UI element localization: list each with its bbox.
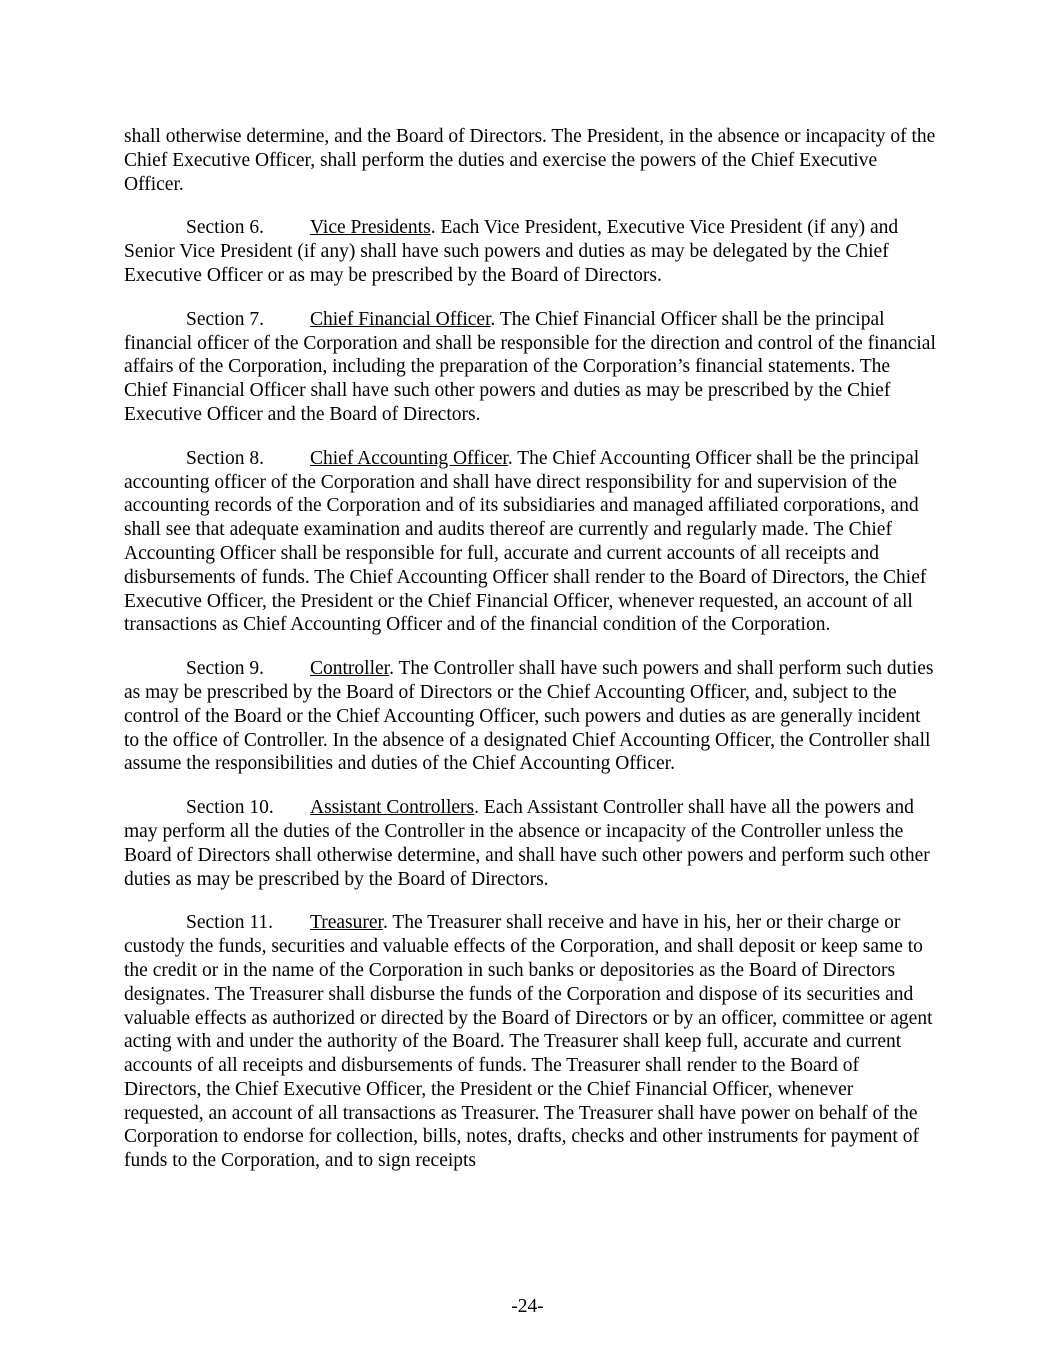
section-number: Section 7.: [186, 308, 264, 330]
section-number: Section 11.: [186, 912, 274, 934]
section-8-paragraph: [124, 447, 936, 637]
section-body: . The Chief Financial Officer shall be the principal financial officer of the Corporation and shall be responsible for the direction and control of the financial affairs of the Corporation, including the preparation of the Corporation’s financial statements. The Chief Financial Officer shall have such other powers and duties as may be prescribed by the Chief Executive Officer and the Board of Directors.: [124, 308, 936, 425]
section-6-paragraph: [124, 216, 936, 287]
section-7-paragraph: [124, 308, 936, 427]
section-heading: Controller: [310, 658, 390, 680]
section-10-paragraph: [124, 796, 936, 891]
section-heading: Treasurer: [310, 912, 383, 934]
section-body: . The Controller shall have such powers and shall perform such duties as may be prescribed by the Board of Directors or the Chief Accounting Officer, and, subject to the control of the Board or the Chief Accounting Officer, such powers and duties as are generally incident to the office of Controller. In the absence of a designated Chief Accounting Officer, the Controller shall assume the responsibilities and duties of the Chief Accounting Officer.: [124, 658, 934, 775]
section-body: . Each Assistant Controller shall have all the powers and may perform all the duties of the Controller in the absence or incapacity of the Controller unless the Board of Directors shall otherwise determine, and shall have such other powers and perform such other duties as may be prescribed by the Board of Directors.: [124, 797, 930, 890]
page-number: -24-: [511, 1296, 544, 1317]
continuation-paragraph: shall otherwise determine, and the Board of Directors. The President, in the absence or incapacity of the Chief Executive Officer, shall perform the duties and exercise the powers of the Chief Executive Officer.: [124, 126, 936, 195]
section-heading: Assistant Controllers: [310, 797, 475, 819]
section-heading: Vice Presidents: [310, 217, 431, 239]
section-number: Section 9.: [186, 658, 264, 680]
section-body: . The Treasurer shall receive and have in his, her or their charge or custody the funds, securities and valuable effects of the Corporation, and shall deposit or keep same to the credit or in the name of the Corporation in such banks or depositories as the Board of Directors designates. The Treasurer shall disburse the funds of the Corporation and dispose of its securities and valuable effects as authorized or directed by the Board of Directors or by an officer, committee or agent acting with and under the authority of the Board. The Treasurer shall keep full, accurate and current accounts of all receipts and disbursements of funds. The Treasurer shall render to the Board of Directors, the Chief Executive Officer, the President or the Chief Financial Officer, whenever requested, an account of all transactions as Treasurer. The Treasurer shall have power on behalf of the Corporation to endorse for collection, bills, notes, drafts, checks and other instruments for payment of funds to the Corporation, and to sign receipts: [124, 912, 933, 1172]
section-body: . Each Vice President, Executive Vice President (if any) and Senior Vice President (if any) shall have such powers and duties as may be delegated by the Chief Executive Officer or as may be prescribed by the Board of Directors.: [124, 217, 899, 286]
section-number: Section 10.: [186, 797, 274, 819]
section-heading: Chief Accounting Officer: [310, 447, 508, 469]
section-number: Section 8.: [186, 447, 264, 469]
section-11-paragraph: [124, 911, 936, 1173]
document-page: [124, 125, 936, 1193]
section-number: Section 6.: [186, 217, 264, 239]
section-9-paragraph: [124, 657, 936, 776]
section-heading: Chief Financial Officer: [310, 308, 491, 330]
section-body: . The Chief Accounting Officer shall be the principal accounting officer of the Corporation and shall have direct responsibility for and supervision of the accounting records of the Corporation and of its subsidiaries and managed affiliated corporations, and shall see that adequate examination and audits thereof are currently and regularly made. The Chief Accounting Officer shall be responsible for full, accurate and current accounts of all receipts and disbursements of funds. The Chief Accounting Officer shall render to the Board of Directors, the Chief Executive Officer, the President or the Chief Financial Officer, whenever requested, an account of all transactions as Chief Accounting Officer and of the financial condition of the Corporation.: [124, 447, 927, 636]
